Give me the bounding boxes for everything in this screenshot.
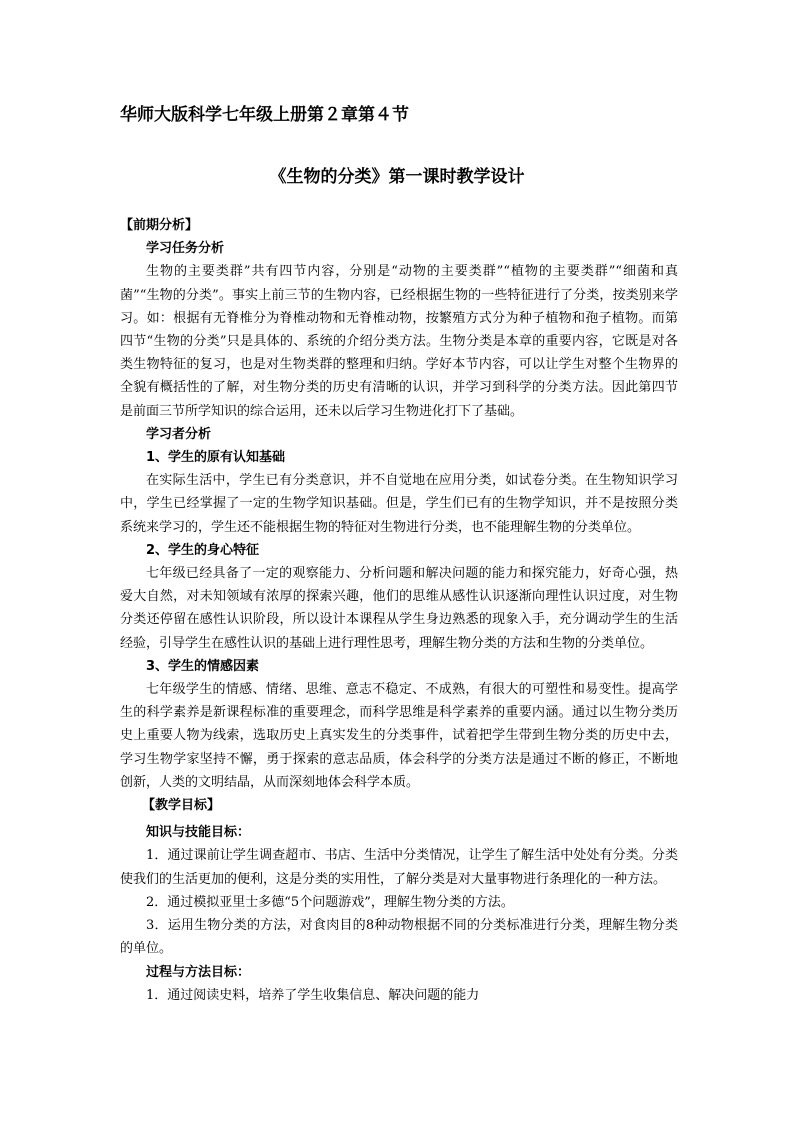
document-title-lesson: 《生物的分类》第一课时教学设计: [269, 167, 525, 187]
subheading-task-analysis: 学习任务分析: [146, 241, 225, 257]
document-body: [120, 214, 678, 1007]
paragraph-emotional: 七年级学生的情感、情绪、思维、意志不稳定、不成熟，有很大的可塑性和易变性。提高学生的科学素养是新课程标准的重要理念，而科学思维是科学素养的重要内涵。通过以生物分类历史上重要人物为线索，选取历史上真实发生的分类事件，试着把学生带到生物分类的历史中去，学习生物学家坚持不懈，勇于探索的意志品质，体会科学的分类方法是通过不断的修正，不断地创新，人类的文明结晶，从而深刻地体会科学本质。: [120, 682, 678, 790]
document-title-chapter: 华师大版科学七年级上册第２章第４节: [120, 105, 409, 125]
section-heading-teaching-goals: 【教学目标】: [142, 798, 221, 814]
goal-item: 2．通过模拟亚里士多德“5个问题游戏”，理解生物分类的方法。: [146, 894, 514, 910]
paragraph-physical-mental: 七年级已经具备了一定的观察能力、分析问题和解决问题的能力和探究能力，好奇心强，热爱大自然，对未知领域有浓厚的探索兴趣，他们的思维从感性认识逐渐向理性认识过度，对生物分类还停留在感性认识阶段，所以设计本课程从学生身边熟悉的现象入手，充分调动学生的生活经验，引导学生在感性认识的基础上进行理性思考，理解生物分类的方法和生物的分类单位。: [120, 566, 678, 651]
subheading-learner-analysis: 学习者分析: [146, 426, 212, 442]
goal-item: 1．通过阅读史料，培养了学生收集信息、解决问题的能力: [146, 987, 480, 1003]
subheading-process-method: 过程与方法目标：: [146, 964, 251, 980]
item-heading-physical-mental: 2、学生的身心特征: [146, 542, 260, 558]
subheading-knowledge-skills: 知识与技能目标：: [146, 825, 251, 841]
goal-item: 1．通过课前让学生调查超市、书店、生活中分类情况，让学生了解生活中处处有分类。分类使我们的生活更加的便利，这是分类的实用性，了解分类是对大量事物进行条理化的一种方法。: [120, 848, 678, 887]
section-heading-preliminary-analysis: 【前期分析】: [120, 218, 199, 233]
item-heading-emotional: 3、学生的情感因素: [146, 658, 260, 674]
goal-item: 3．运用生物分类的方法，对食肉目的8种动物根据不同的分类标准进行分类，理解生物分类的单位。: [120, 918, 678, 957]
paragraph-cognitive-base: 在实际生活中，学生已有分类意识，并不自觉地在应用分类，如试卷分类。在生物知识学习中，学生已经掌握了一定的生物学知识基础。但是，学生们已有的生物学知识，并不是按照分类系统来学习的，学生还不能根据生物的特征对生物进行分类，也不能理解生物的分类单位。: [120, 473, 678, 535]
paragraph-task-analysis: 生物的主要类群”共有四节内容，分别是“动物的主要类群”“植物的主要类群”“细菌和真菌”“生物的分类”。事实上前三节的生物内容，已经根据生物的一些特征进行了分类，按类别来学习。如：根据有无脊椎分为脊椎动物和无脊椎动物，按繁殖方式分为种子植物和孢子植物。而第四节“生物的分类”只是具体的、系统的介绍分类方法。生物分类是本章的重要内容，它既是对各类生物特征的复习，也是对生物类群的整理和归纳。学好本节内容，可以让学生对整个生物界的全貌有概括性的了解，对生物分类的历史有清晰的认识，并学习到科学的分类方法。因此第四节是前面三节所学知识的综合运用，还未以后学习生物进化打下了基础。: [120, 264, 678, 419]
item-heading-cognitive-base: 1、学生的原有认知基础: [146, 450, 286, 466]
